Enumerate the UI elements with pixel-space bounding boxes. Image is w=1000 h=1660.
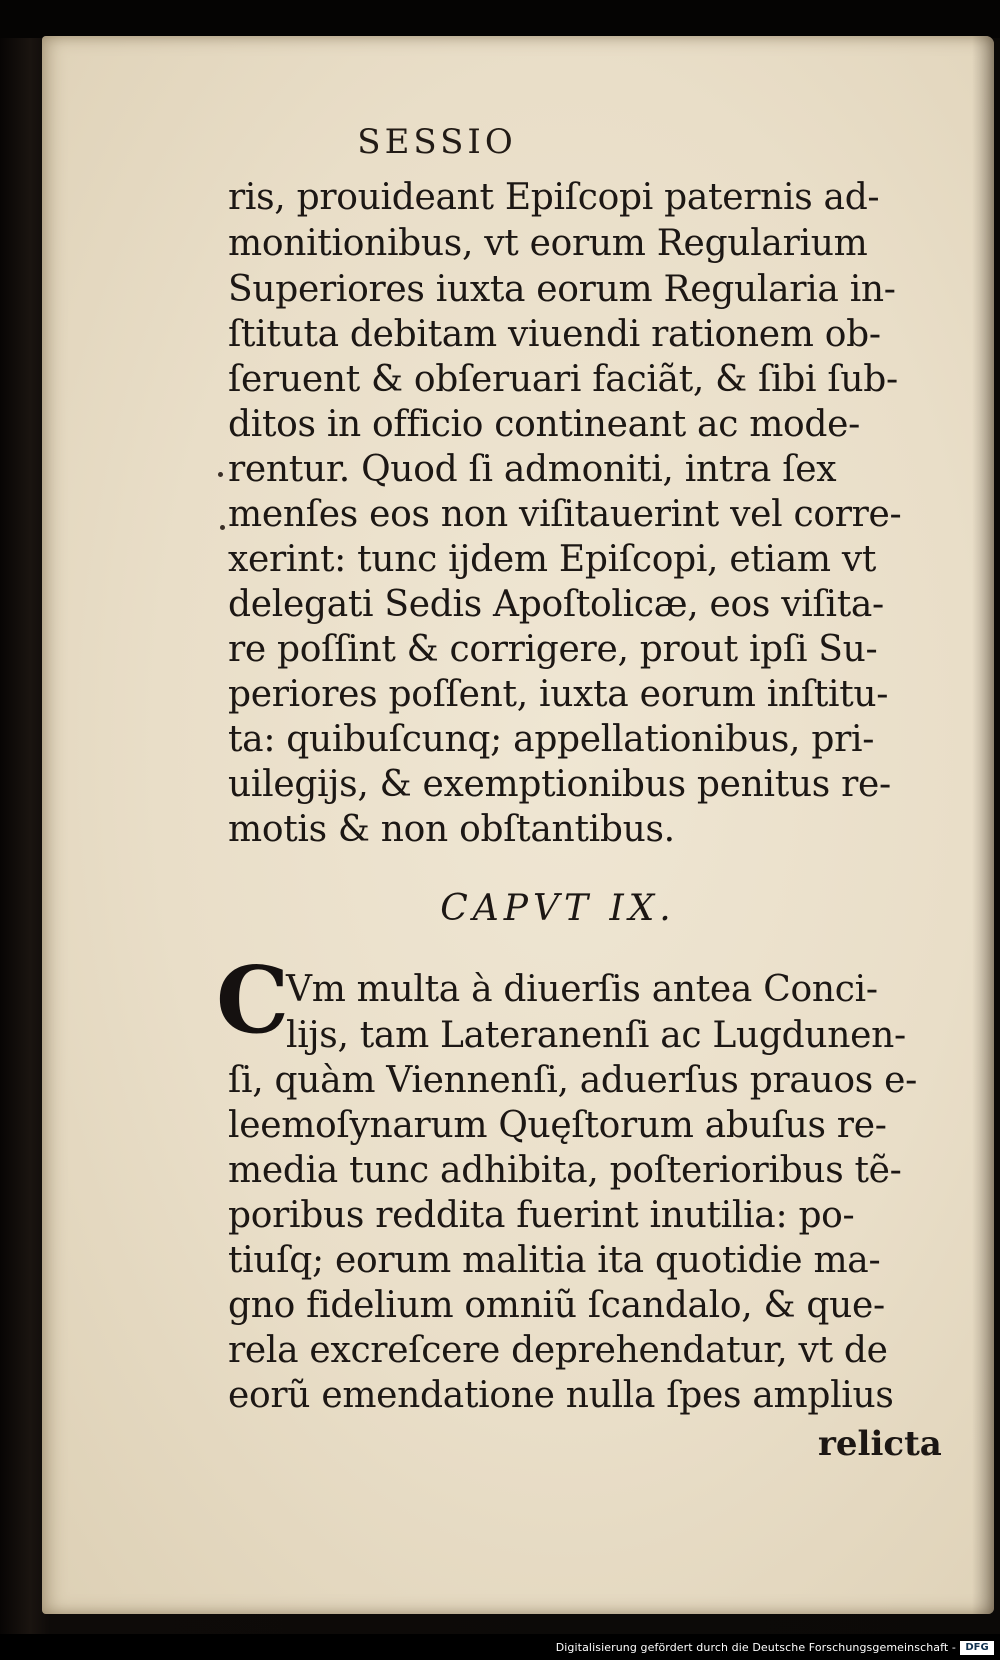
text-line: eorũ emendatione nulla ſpes amplius — [228, 1375, 894, 1416]
scan-top-edge — [0, 0, 1000, 38]
text-line: motis & non obſtantibus. — [228, 809, 675, 850]
page-edge-shadow — [972, 36, 994, 1614]
text-line: ſtituta debitam viuendi rationem ob- — [228, 314, 881, 355]
digitization-credit: Digitalisierung gefördert durch die Deutsche Forschungsgemeinschaft - — [555, 1641, 956, 1654]
text-line: monitionibus, vt eorum Regularium — [228, 223, 868, 264]
text-line: leemoſynarum Quęſtorum abuſus re- — [228, 1105, 887, 1146]
text-line: periores poſſent, iuxta eorum inſtitu- — [228, 674, 889, 715]
text-line: Vm multa à diuerſis antea Conci- — [286, 969, 878, 1010]
margin-dot — [218, 472, 223, 477]
running-head: SESSIO — [357, 122, 517, 162]
text-line: ſi, quàm Viennenſi, aduerſus prauos e- — [228, 1060, 917, 1101]
catchword: relicta — [818, 1424, 942, 1464]
text-line: uilegijs, & exemptionibus penitus re- — [228, 764, 891, 805]
text-line: re poſſint & corrigere, prout ipſi Su- — [228, 629, 878, 670]
text-line: ta: quibuſcunq; appellationibus, pri- — [228, 719, 875, 760]
text-line: lijs, tam Lateranenſi ac Lugdunen- — [286, 1015, 906, 1056]
text-line: xerint: tunc ijdem Epiſcopi, etiam vt — [228, 539, 877, 580]
text-line: delegati Sedis Apoſtolicæ, eos viſita- — [228, 584, 884, 625]
text-line: gno fidelium omniũ ſcandalo, & que- — [228, 1285, 885, 1326]
text-line: media tunc adhibita, poſterioribus tẽ- — [228, 1150, 902, 1191]
margin-dot — [220, 525, 225, 530]
text-line: rentur. Quod ſi admoniti, intra ſex — [228, 449, 837, 490]
text-line: ditos in officio contineant ac mode- — [228, 404, 861, 445]
text-line: tiuſq; eorum malitia ita quotidie ma- — [228, 1240, 881, 1281]
text-line: rela excreſcere deprehendatur, vt de — [228, 1330, 888, 1371]
text-line: menſes eos non viſitauerint vel corre- — [228, 494, 902, 535]
text-line: ſeruent & obſeruari faciãt, & ſibi ſub- — [228, 359, 898, 400]
text-line: ris, prouideant Epiſcopi paternis ad- — [228, 177, 880, 218]
drop-capital: C — [216, 946, 290, 1054]
dfg-logo: DFG — [960, 1641, 994, 1655]
chapter-heading: CAPVT IX. — [440, 888, 676, 929]
text-line: poribus reddita fuerint inutilia: po- — [228, 1195, 855, 1236]
text-line: Superiores iuxta eorum Regularia in- — [228, 269, 896, 310]
book-page — [42, 36, 994, 1614]
